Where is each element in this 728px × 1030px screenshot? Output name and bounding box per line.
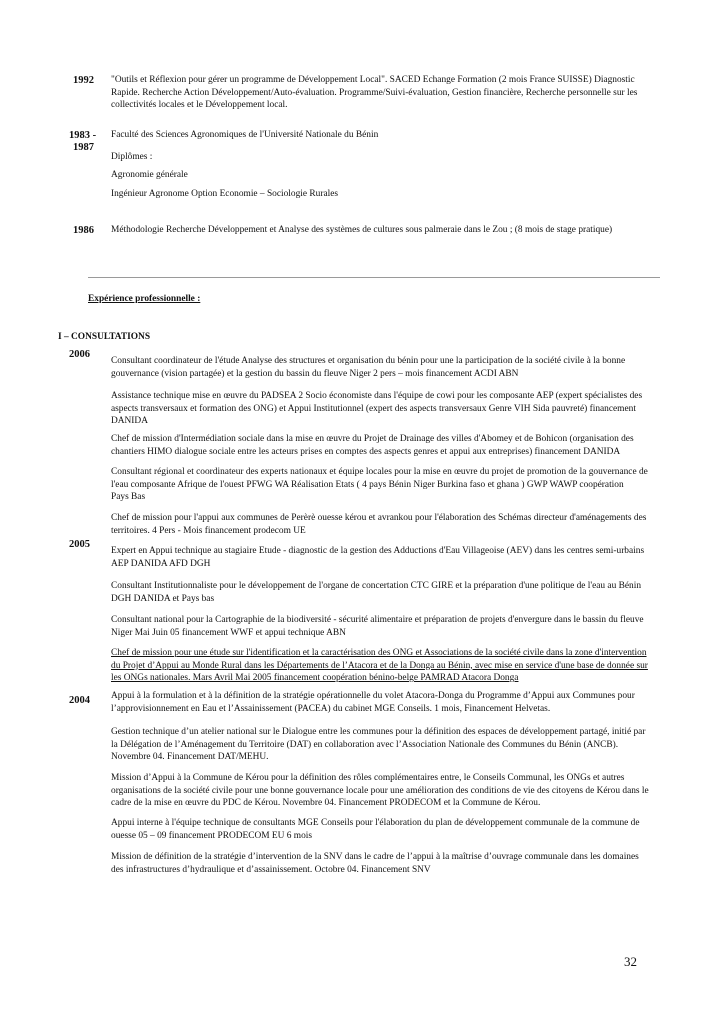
diploma-item: Ingénieur Agronome Option Economie – Sociologie Rurales — [111, 189, 339, 199]
year-1987: 1987 — [73, 142, 94, 153]
text-line: Rapide. Recherche Action Développement/Auto-évaluation. Programme/Suivi-évaluation, Gestion financière, Recherche personnelle sur les — [111, 87, 638, 98]
diplomas-label: Diplômes : — [111, 152, 153, 162]
text-line: collectivités locales et le Développement local. — [111, 100, 288, 111]
education-1986-text: Méthodologie Recherche Développement et Analyse des systèmes de cultures sous palmeraie dans le Zou ; (8 mois de stage pratique) — [111, 225, 613, 235]
text-line: Consultant Institutionnaliste pour le développement de l'organe de concertation CTC GIRE et la préparation d'une politique de l'eau au Bénin — [111, 581, 642, 591]
entry-2006-5 — [111, 512, 676, 537]
consultations-heading: I – CONSULTATIONS — [58, 332, 151, 342]
text-line: du Projet d’Appui au Monde Rural dans les Départements de l’Atacora et de la Donga au Bénin, avec mise en service d'une base de donnée sur — [111, 660, 648, 671]
text-line: Novembre 04. Financement DAT/MEHU. — [111, 752, 269, 763]
text-line: cadre de la mise en œuvre du PDC de Kérou. Novembre 04. Financement PRODECOM et la Commune de Kérou. — [111, 798, 541, 809]
text-line: DANIDA — [111, 416, 148, 427]
text-line: l'eau composante Afrique de l'ouest PFWG WA Réalisation Etats ( 4 pays Bénin Niger Burkina faso et ghana ) GWP WAWP coopération — [111, 479, 624, 490]
text-line: Assistance technique mise en œuvre du PADSEA 2 Socio économiste dans l'équipe de cowi pour les composante AEP (expert spécialistes des — [111, 391, 643, 401]
education-university: Faculté des Sciences Agronomiques de l'Université Nationale du Bénin — [111, 130, 379, 140]
text-line: Chef de mission pour l'appui aux communes de Perèrè ouesse kérou et avrankou pour l'élaboration des Schémas directeur d'aménagements des — [111, 513, 647, 523]
year-2006: 2006 — [69, 349, 90, 360]
entry-2006-2 — [111, 390, 676, 428]
entry-2004-3 — [111, 772, 676, 810]
entry-2005-1 — [111, 545, 676, 570]
text-line: Consultant régional et coordinateur des experts nationaux et équipe locales pour la mise en œuvre du projet de promotion de la gouvernance de — [111, 467, 648, 477]
text-line: l’approvisionnement en Eau et l’Assainissement (PACEA) du cabinet MGE Conseils. 1 mois, Financement Helvetas. — [111, 703, 551, 714]
year-1992: 1992 — [73, 75, 94, 86]
text-line: ouesse 05 – 09 financement PRODECOM EU 6 mois — [111, 830, 313, 841]
entry-2005-3 — [111, 614, 676, 639]
text-line: territoires. 4 Pers - Mois financement prodecom UE — [111, 525, 306, 536]
text-line: Chef de mission pour une étude sur l'identification et la caractérisation des ONG et Associations de la société civile dans la zone d'intervention — [111, 648, 647, 658]
year-2004: 2004 — [69, 695, 90, 706]
year-1986: 1986 — [73, 225, 94, 236]
experience-heading: Expérience professionnelle : — [88, 294, 201, 304]
entry-2004-5 — [111, 851, 676, 876]
entry-2006-4 — [111, 466, 676, 504]
year-1983: 1983 - — [69, 130, 97, 141]
text-line: gouvernance (vision partagée) et la gestion du bassin du fleuve Niger 2 pers – mois financement ACDI ABN — [111, 368, 519, 379]
text-line: Consultant national pour la Cartographie de la biodiversité - sécurité alimentaire et préparation de projets d'envergure dans le bassin du fleuve — [111, 615, 644, 625]
text-line: Niger Mai Juin 05 financement WWF et appui technique ABN — [111, 627, 346, 638]
text-line: Consultant coordinateur de l'étude Analyse des structures et organisation du bénin pour une la participation de la société civile à la bonne — [111, 356, 626, 366]
entry-2004-4 — [111, 817, 676, 842]
text-line: chantiers HIMO dialogue sociale entre les acteurs prises en comptes des aspects genres et appui aux entreprises) financement DANIDA — [111, 446, 621, 457]
entry-2004-1 — [111, 690, 676, 715]
text-line: Pays Bas — [111, 492, 146, 503]
text-line: AEP DANIDA AFD DGH — [111, 558, 211, 569]
entry-2004-2 — [111, 726, 676, 764]
text-line: Gestion technique d’un atelier national sur le Dialogue entre les communes pour la définition des espaces de développement partagé, initié par — [111, 727, 646, 737]
text-line: la Délégation de l’Aménagement du Territoire (DAT) en collaboration avec l’Association Nationale des Communes du Bénin (ANCB). — [111, 739, 619, 750]
text-line: Expert en Appui technique au stagiaire Etude - diagnostic de la gestion des Adductions d'Eau Villageoise (AEV) dans les centres semi-urbains — [111, 546, 645, 556]
text-line: Mission d’Appui à la Commune de Kérou pour la définition des rôles complémentaires entre, le Conseils Communal, les ONGs et autres — [111, 773, 625, 783]
horizontal-divider — [88, 277, 660, 278]
text-line: Chef de mission d'Intermédiation sociale dans la mise en œuvre du Projet de Drainage des villes d'Abomey et de Bohicon (organisation des — [111, 434, 634, 444]
page-number: 32 — [624, 954, 637, 969]
text-line: Appui interne à l'équipe technique de consultants MGE Conseils pour l'élaboration du plan de développement communale de la commune de — [111, 818, 640, 828]
text-line: DGH DANIDA et Pays bas — [111, 593, 215, 604]
text-line: Appui à la formulation et à la définition de la stratégie opérationnelle du volet Atacora-Donga du Programme d’Appui aux Communes pour — [111, 691, 635, 701]
entry-2005-4 — [111, 647, 676, 685]
entry-2005-2 — [111, 580, 676, 605]
text-line: Mission de définition de la stratégie d’intervention de la SNV dans le cadre de l’appui à la maîtrise d’ouvrage communale dans les domaines — [111, 852, 639, 862]
entry-2006-1 — [111, 355, 676, 380]
text-line: organisations de la société civile pour une bonne gouvernance locale pour une amélioration des conditions de vie des citoyens de Kérou dans le — [111, 785, 649, 796]
text-line: les ONGs nationales. Mars Avril Mai 2005 financement coopération bénino-belge PAMRAD Atacora Donga — [111, 673, 519, 684]
diploma-item: Agronomie générale — [111, 170, 188, 180]
text-line: aspects transversaux et formation des ONG) et Appui Institutionnel (expert des aspects transversaux Genre VIH Sida pauvreté) financement — [111, 403, 636, 414]
text-line: "Outils et Réflexion pour gérer un programme de Développement Local". SACED Echange Formation (2 mois France SUISSE) Diagnostic — [111, 75, 635, 85]
text-line: des infrastructures d’hydraulique et d’assainissement. Octobre 04. Financement SNV — [111, 864, 431, 875]
entry-2006-3 — [111, 433, 676, 458]
education-1992-text — [111, 74, 671, 112]
year-2005: 2005 — [69, 539, 90, 550]
